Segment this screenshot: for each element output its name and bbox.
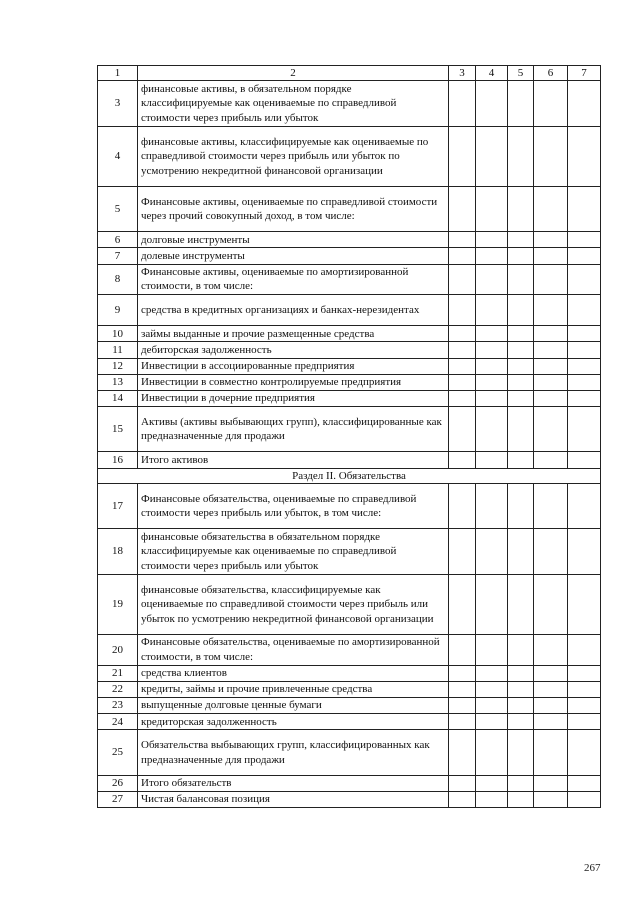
- row-label: Инвестиции в ассоциированные предприятия: [138, 358, 449, 374]
- value-cell-col-3[interactable]: [449, 390, 476, 406]
- table-row: [98, 295, 601, 326]
- value-cell-col-7[interactable]: [568, 665, 601, 681]
- row-label: финансовые активы, в обязательном порядке классифицируемые как оцениваемые по справедливой стоимости через прибыль или убыток: [138, 81, 449, 126]
- row-number: 10: [98, 326, 138, 342]
- table-row: [98, 374, 601, 390]
- value-cell-col-5[interactable]: [508, 81, 534, 126]
- value-cell-col-4[interactable]: [476, 775, 508, 791]
- value-cell-col-7[interactable]: [568, 698, 601, 714]
- row-label: Итого обязательств: [138, 775, 449, 791]
- value-cell-col-3[interactable]: [449, 791, 476, 807]
- table-row: [98, 791, 601, 807]
- value-cell-col-3[interactable]: [449, 665, 476, 681]
- table-row: [98, 186, 601, 231]
- value-cell-col-7[interactable]: [568, 791, 601, 807]
- value-cell-col-7[interactable]: [568, 295, 601, 326]
- row-label: Финансовые активы, оцениваемые по справедливой стоимости через прочий совокупный доход, в том числе:: [138, 186, 449, 231]
- value-cell-col-4[interactable]: [476, 529, 508, 574]
- header-cell-1: 1: [98, 66, 138, 81]
- value-cell-col-7[interactable]: [568, 264, 601, 295]
- table-row: [98, 714, 601, 730]
- table-row: [98, 574, 601, 634]
- value-cell-col-3[interactable]: [449, 81, 476, 126]
- header-cell-5: 5: [508, 66, 534, 81]
- row-number: 18: [98, 529, 138, 574]
- value-cell-col-4[interactable]: [476, 390, 508, 406]
- value-cell-col-4[interactable]: [476, 186, 508, 231]
- value-cell-col-6[interactable]: [534, 264, 568, 295]
- row-label: Инвестиции в дочерние предприятия: [138, 390, 449, 406]
- table-row: [98, 775, 601, 791]
- value-cell-col-3[interactable]: [449, 358, 476, 374]
- value-cell-col-3[interactable]: [449, 186, 476, 231]
- table-row: [98, 390, 601, 406]
- row-label: финансовые активы, классифицируемые как оцениваемые по справедливой стоимости через прибыль или убыток по усмотрению некредитной финансовой организации: [138, 126, 449, 186]
- table-row: [98, 326, 601, 342]
- value-cell-col-5[interactable]: [508, 264, 534, 295]
- value-cell-col-5[interactable]: [508, 126, 534, 186]
- value-cell-col-7[interactable]: [568, 358, 601, 374]
- balance-table: [97, 65, 601, 808]
- value-cell-col-6[interactable]: [534, 295, 568, 326]
- row-label: Инвестиции в совместно контролируемые предприятия: [138, 374, 449, 390]
- table-row: [98, 698, 601, 714]
- row-label: Чистая балансовая позиция: [138, 791, 449, 807]
- value-cell-col-6[interactable]: [534, 452, 568, 468]
- value-cell-col-7[interactable]: [568, 407, 601, 452]
- table-row: [98, 484, 601, 529]
- value-cell-col-7[interactable]: [568, 248, 601, 264]
- value-cell-col-4[interactable]: [476, 295, 508, 326]
- value-cell-col-6[interactable]: [534, 374, 568, 390]
- value-cell-col-6[interactable]: [534, 81, 568, 126]
- value-cell-col-5[interactable]: [508, 730, 534, 775]
- row-label: Активы (активы выбывающих групп), классифицированные как предназначенные для продажи: [138, 407, 449, 452]
- value-cell-col-7[interactable]: [568, 126, 601, 186]
- table-row: [98, 264, 601, 295]
- row-number: 9: [98, 295, 138, 326]
- table-row: [98, 681, 601, 697]
- value-cell-col-4[interactable]: [476, 665, 508, 681]
- table-row: [98, 248, 601, 264]
- value-cell-col-4[interactable]: [476, 698, 508, 714]
- row-number: 11: [98, 342, 138, 358]
- value-cell-col-4[interactable]: [476, 81, 508, 126]
- table-row: [98, 81, 601, 126]
- value-cell-col-7[interactable]: [568, 452, 601, 468]
- value-cell-col-6[interactable]: [534, 634, 568, 665]
- value-cell-col-6[interactable]: [534, 232, 568, 248]
- row-label: финансовые обязательства в обязательном порядке классифицируемые как оцениваемые по справедливой стоимости через прибыль или убыток: [138, 529, 449, 574]
- value-cell-col-5[interactable]: [508, 186, 534, 231]
- value-cell-col-6[interactable]: [534, 714, 568, 730]
- row-number: 6: [98, 232, 138, 248]
- row-label: долговые инструменты: [138, 232, 449, 248]
- row-label: выпущенные долговые ценные бумаги: [138, 698, 449, 714]
- value-cell-col-4[interactable]: [476, 574, 508, 634]
- header-cell-2: 2: [138, 66, 449, 81]
- value-cell-col-4[interactable]: [476, 326, 508, 342]
- row-label: Финансовые активы, оцениваемые по амортизированной стоимости, в том числе:: [138, 264, 449, 295]
- value-cell-col-5[interactable]: [508, 407, 534, 452]
- value-cell-col-3[interactable]: [449, 295, 476, 326]
- table-row: [98, 407, 601, 452]
- value-cell-col-7[interactable]: [568, 232, 601, 248]
- value-cell-col-3[interactable]: [449, 574, 476, 634]
- value-cell-col-6[interactable]: [534, 390, 568, 406]
- row-number: 25: [98, 730, 138, 775]
- value-cell-col-4[interactable]: [476, 452, 508, 468]
- value-cell-col-5[interactable]: [508, 248, 534, 264]
- value-cell-col-5[interactable]: [508, 791, 534, 807]
- value-cell-col-6[interactable]: [534, 358, 568, 374]
- value-cell-col-4[interactable]: [476, 232, 508, 248]
- table-row: [98, 529, 601, 574]
- value-cell-col-7[interactable]: [568, 714, 601, 730]
- row-label: Финансовые обязательства, оцениваемые по амортизированной стоимости, в том числе:: [138, 634, 449, 665]
- value-cell-col-5[interactable]: [508, 232, 534, 248]
- row-label: кредиторская задолженность: [138, 714, 449, 730]
- value-cell-col-5[interactable]: [508, 342, 534, 358]
- row-number: 19: [98, 574, 138, 634]
- row-number: 15: [98, 407, 138, 452]
- table-row: [98, 730, 601, 775]
- value-cell-col-6[interactable]: [534, 775, 568, 791]
- value-cell-col-3[interactable]: [449, 698, 476, 714]
- row-number: 24: [98, 714, 138, 730]
- value-cell-col-6[interactable]: [534, 326, 568, 342]
- value-cell-col-3[interactable]: [449, 126, 476, 186]
- value-cell-col-5[interactable]: [508, 374, 534, 390]
- value-cell-col-7[interactable]: [568, 374, 601, 390]
- value-cell-col-5[interactable]: [508, 295, 534, 326]
- row-number: 23: [98, 698, 138, 714]
- value-cell-col-4[interactable]: [476, 374, 508, 390]
- row-number: 27: [98, 791, 138, 807]
- value-cell-col-5[interactable]: [508, 390, 534, 406]
- table-row: [98, 232, 601, 248]
- value-cell-col-6[interactable]: [534, 126, 568, 186]
- value-cell-col-7[interactable]: [568, 574, 601, 634]
- row-number: 5: [98, 186, 138, 231]
- value-cell-col-5[interactable]: [508, 665, 534, 681]
- value-cell-col-6[interactable]: [534, 484, 568, 529]
- value-cell-col-7[interactable]: [568, 326, 601, 342]
- value-cell-col-4[interactable]: [476, 714, 508, 730]
- row-number: 13: [98, 374, 138, 390]
- value-cell-col-4[interactable]: [476, 484, 508, 529]
- row-number: 7: [98, 248, 138, 264]
- value-cell-col-5[interactable]: [508, 326, 534, 342]
- value-cell-col-6[interactable]: [534, 574, 568, 634]
- value-cell-col-5[interactable]: [508, 452, 534, 468]
- row-number: 26: [98, 775, 138, 791]
- value-cell-col-7[interactable]: [568, 681, 601, 697]
- header-cell-6: 6: [534, 66, 568, 81]
- value-cell-col-7[interactable]: [568, 186, 601, 231]
- value-cell-col-7[interactable]: [568, 775, 601, 791]
- value-cell-col-5[interactable]: [508, 574, 534, 634]
- value-cell-col-3[interactable]: [449, 264, 476, 295]
- row-number: 14: [98, 390, 138, 406]
- row-label: Финансовые обязательства, оцениваемые по справедливой стоимости через прибыль или убыток, в том числе:: [138, 484, 449, 529]
- row-label: средства в кредитных организациях и банках-нерезидентах: [138, 295, 449, 326]
- row-number: 20: [98, 634, 138, 665]
- section-title: Раздел II. Обязательства: [98, 468, 601, 483]
- value-cell-col-7[interactable]: [568, 484, 601, 529]
- table-row: [98, 634, 601, 665]
- row-number: 16: [98, 452, 138, 468]
- header-cell-4: 4: [476, 66, 508, 81]
- value-cell-col-7[interactable]: [568, 529, 601, 574]
- row-number: 3: [98, 81, 138, 126]
- row-number: 21: [98, 665, 138, 681]
- table-row: [98, 665, 601, 681]
- value-cell-col-6[interactable]: [534, 186, 568, 231]
- value-cell-col-3[interactable]: [449, 529, 476, 574]
- header-row: [98, 66, 601, 81]
- value-cell-col-5[interactable]: [508, 698, 534, 714]
- value-cell-col-3[interactable]: [449, 232, 476, 248]
- value-cell-col-3[interactable]: [449, 374, 476, 390]
- value-cell-col-4[interactable]: [476, 264, 508, 295]
- table-row: [98, 452, 601, 468]
- value-cell-col-3[interactable]: [449, 775, 476, 791]
- row-label: Обязательства выбывающих групп, классифицированных как предназначенные для продажи: [138, 730, 449, 775]
- value-cell-col-5[interactable]: [508, 714, 534, 730]
- value-cell-col-7[interactable]: [568, 81, 601, 126]
- value-cell-col-6[interactable]: [534, 698, 568, 714]
- value-cell-col-6[interactable]: [534, 529, 568, 574]
- row-label: дебиторская задолженность: [138, 342, 449, 358]
- value-cell-col-3[interactable]: [449, 248, 476, 264]
- value-cell-col-3[interactable]: [449, 407, 476, 452]
- value-cell-col-6[interactable]: [534, 730, 568, 775]
- value-cell-col-6[interactable]: [534, 665, 568, 681]
- section-header-row: [98, 468, 601, 483]
- row-number: 17: [98, 484, 138, 529]
- value-cell-col-5[interactable]: [508, 484, 534, 529]
- row-label: Итого активов: [138, 452, 449, 468]
- value-cell-col-6[interactable]: [534, 791, 568, 807]
- value-cell-col-4[interactable]: [476, 342, 508, 358]
- value-cell-col-4[interactable]: [476, 407, 508, 452]
- value-cell-col-5[interactable]: [508, 634, 534, 665]
- row-label: займы выданные и прочие размещенные средства: [138, 326, 449, 342]
- header-cell-3: 3: [449, 66, 476, 81]
- value-cell-col-3[interactable]: [449, 342, 476, 358]
- row-label: долевые инструменты: [138, 248, 449, 264]
- value-cell-col-3[interactable]: [449, 326, 476, 342]
- row-number: 22: [98, 681, 138, 697]
- value-cell-col-6[interactable]: [534, 342, 568, 358]
- row-number: 4: [98, 126, 138, 186]
- value-cell-col-4[interactable]: [476, 634, 508, 665]
- value-cell-col-3[interactable]: [449, 484, 476, 529]
- value-cell-col-5[interactable]: [508, 681, 534, 697]
- row-label: финансовые обязательства, классифицируемые как оцениваемые по справедливой стоимости через прибыль или убыток по усмотрению некредитной финансовой организации: [138, 574, 449, 634]
- value-cell-col-4[interactable]: [476, 730, 508, 775]
- row-number: 8: [98, 264, 138, 295]
- value-cell-col-6[interactable]: [534, 248, 568, 264]
- value-cell-col-5[interactable]: [508, 358, 534, 374]
- value-cell-col-5[interactable]: [508, 775, 534, 791]
- value-cell-col-7[interactable]: [568, 634, 601, 665]
- page-number: 267: [584, 862, 601, 874]
- value-cell-col-3[interactable]: [449, 730, 476, 775]
- value-cell-col-3[interactable]: [449, 681, 476, 697]
- value-cell-col-5[interactable]: [508, 529, 534, 574]
- table-row: [98, 358, 601, 374]
- header-cell-7: 7: [568, 66, 601, 81]
- value-cell-col-4[interactable]: [476, 681, 508, 697]
- table-row: [98, 126, 601, 186]
- value-cell-col-6[interactable]: [534, 681, 568, 697]
- value-cell-col-3[interactable]: [449, 714, 476, 730]
- value-cell-col-4[interactable]: [476, 248, 508, 264]
- value-cell-col-3[interactable]: [449, 452, 476, 468]
- value-cell-col-4[interactable]: [476, 358, 508, 374]
- table-row: [98, 342, 601, 358]
- value-cell-col-7[interactable]: [568, 342, 601, 358]
- row-label: кредиты, займы и прочие привлеченные средства: [138, 681, 449, 697]
- row-number: 12: [98, 358, 138, 374]
- value-cell-col-6[interactable]: [534, 407, 568, 452]
- value-cell-col-4[interactable]: [476, 791, 508, 807]
- value-cell-col-4[interactable]: [476, 126, 508, 186]
- value-cell-col-3[interactable]: [449, 634, 476, 665]
- value-cell-col-7[interactable]: [568, 390, 601, 406]
- row-label: средства клиентов: [138, 665, 449, 681]
- value-cell-col-7[interactable]: [568, 730, 601, 775]
